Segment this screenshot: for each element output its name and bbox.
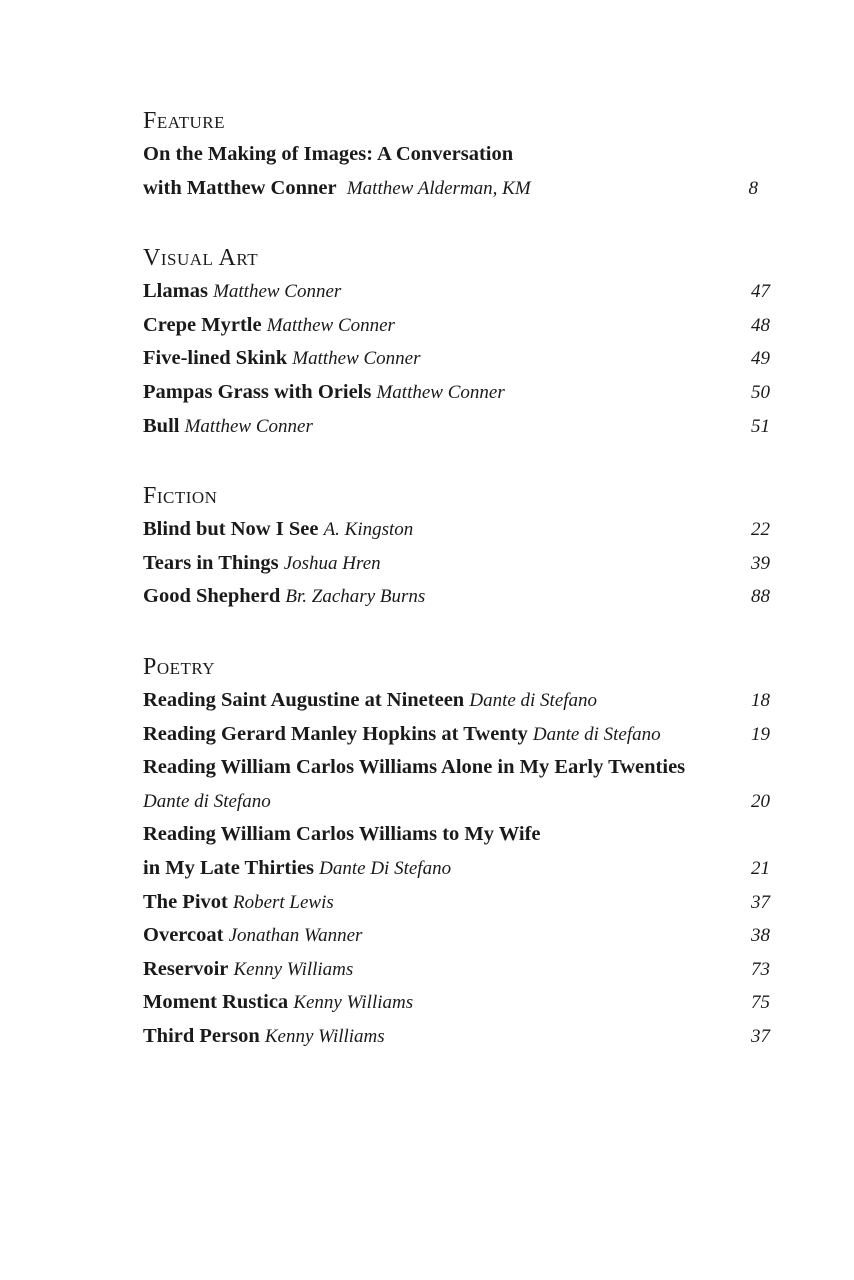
entry-page-number: 8 [748,177,758,199]
toc-entry[interactable] [143,1020,770,1054]
toc-entry[interactable] [143,172,770,206]
entry-author: Matthew Alderman, KM [346,177,531,199]
entry-title: Overcoat [143,924,224,947]
entry-title: Llamas [143,280,208,303]
entry-author: Dante di Stefano [143,790,271,812]
section-heading-poetry: Poetry [143,653,216,680]
entry-title: Moment Rustica [143,991,289,1014]
entry-author: Dante di Stefano [469,689,598,711]
toc-entry[interactable] [143,953,770,987]
entry-page-number: 50 [751,381,770,403]
entry-author: Kenny Williams [264,1025,385,1047]
toc-entry[interactable] [143,376,770,410]
entry-author: Kenny Williams [233,958,354,980]
entry-page-number: 21 [751,857,770,879]
entry-title: Pampas Grass with Oriels [143,380,372,403]
toc-entry[interactable] [143,684,770,718]
entry-title: Good Shepherd [143,585,281,608]
toc-entry[interactable] [143,580,770,614]
entry-title: On the Making of Images: A Conversation [143,143,514,165]
entry-author: Robert Lewis [232,891,334,913]
toc-entry[interactable] [143,818,770,852]
section-heading-fiction: Fiction [143,483,218,510]
entry-author: Dante di Stefano [532,723,661,745]
entry-title: with Matthew Conner [143,176,337,199]
toc-entry[interactable] [143,547,770,581]
toc-entry[interactable] [143,513,770,547]
entry-page-number: 73 [751,958,770,980]
entry-author: Matthew Conner [292,348,421,370]
entry-title: Reading Saint Augustine at Nineteen [143,688,465,711]
section-spacer [143,205,770,241]
entry-author: Matthew Conner [213,281,342,303]
entry-author: Dante Di Stefano [319,857,452,879]
entry-page-number: 49 [751,348,770,370]
entry-title: Five-lined Skink [143,347,288,370]
section-heading-feature: Feature [143,108,226,134]
entry-title: Reservoir [143,957,229,980]
entry-title: Reading William Carlos Williams to My Wife [143,823,541,846]
toc-entry[interactable] [143,919,770,953]
entry-page-number: 19 [751,723,770,745]
toc-entry[interactable] [143,342,770,376]
entry-title: in My Late Thirties [143,856,315,879]
entry-page-number: 18 [751,689,770,711]
entry-author: Joshua Hren [283,552,381,574]
toc-entry[interactable] [143,718,770,752]
entry-title: Tears in Things [143,551,279,574]
entry-author: Matthew Conner [184,415,313,437]
toc-entry[interactable] [143,986,770,1020]
section-spacer [143,614,770,650]
table-of-contents [143,104,770,1053]
entry-author: Kenny Williams [293,992,414,1014]
entry-title: The Pivot [143,890,228,913]
entry-page-number: 75 [751,992,770,1014]
entry-title: Third Person [143,1024,260,1047]
entry-author: Jonathan Wanner [228,925,363,947]
toc-entry[interactable] [143,886,770,920]
entry-author: Matthew Conner [266,314,395,336]
entry-title: Reading William Carlos Williams Alone in My Early Twenties [143,756,686,779]
toc-entry[interactable] [143,275,770,309]
entry-page-number: 22 [751,519,770,541]
entry-page-number: 48 [751,314,770,336]
toc-entry[interactable] [143,785,770,819]
entry-page-number: 20 [751,790,770,812]
entry-author: Br. Zachary Burns [285,586,426,608]
entry-page-number: 37 [751,891,770,913]
entry-page-number: 38 [751,925,770,947]
entry-title: Crepe Myrtle [143,313,262,336]
entry-page-number: 47 [751,281,770,303]
entry-page-number: 39 [751,552,770,574]
entry-page-number: 88 [751,586,770,608]
entry-title: Bull [143,414,180,437]
toc-entry[interactable] [143,410,770,444]
entry-title: Reading Gerard Manley Hopkins at Twenty [143,722,528,745]
toc-entry[interactable] [143,852,770,886]
toc-entry[interactable] [143,138,770,172]
section-heading-visual-art: Visual Art [143,245,259,272]
toc-entry[interactable] [143,309,770,343]
toc-entry[interactable] [143,751,770,785]
section-spacer [143,443,770,479]
entry-author: A. Kingston [323,519,414,541]
entry-title: Blind but Now I See [143,518,319,541]
entry-author: Matthew Conner [376,381,505,403]
entry-page-number: 51 [751,415,770,437]
entry-page-number: 37 [751,1025,770,1047]
